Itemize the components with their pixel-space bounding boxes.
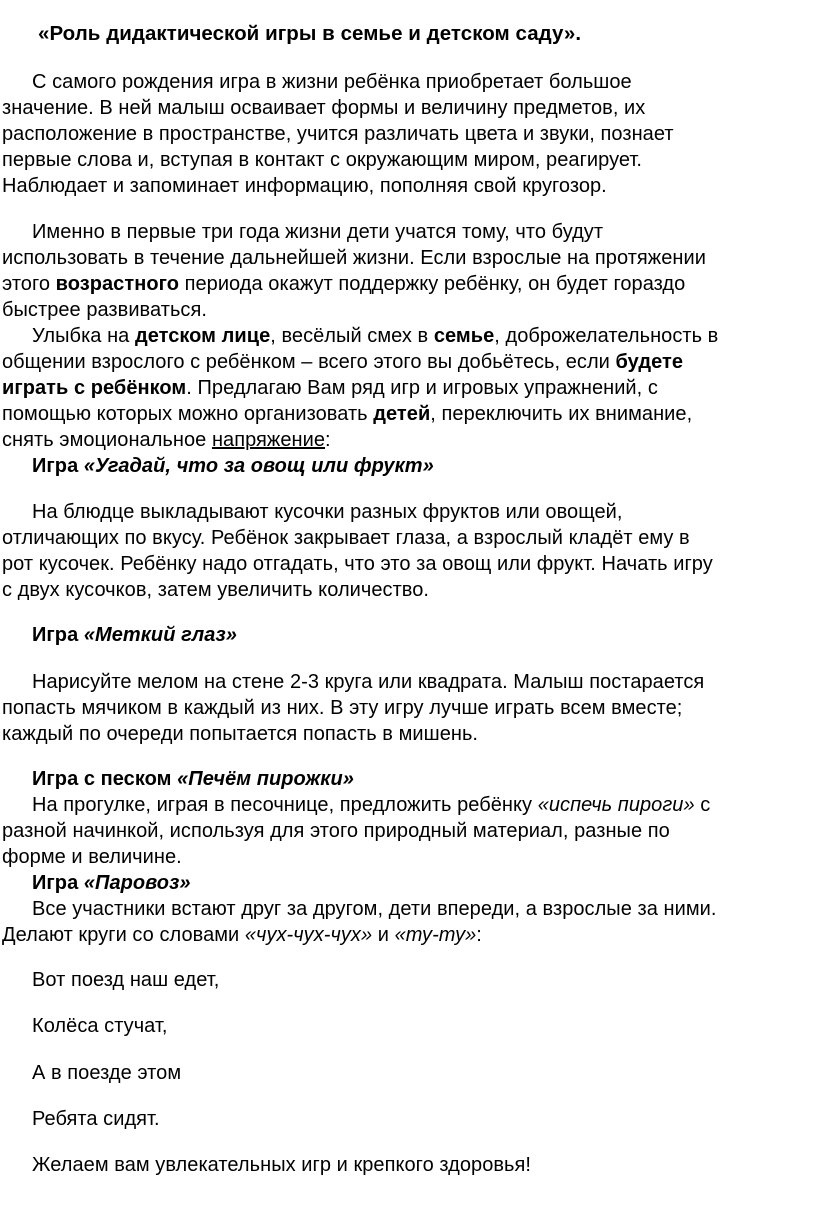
- text-run: общении взрослого с ребёнком – всего этого вы добьётесь, если: [2, 351, 616, 373]
- text-run: Делают круги со словами: [2, 924, 245, 946]
- text-run: и: [372, 924, 395, 946]
- game-3-line-1: [32, 793, 710, 817]
- game-label: Игра: [32, 872, 84, 894]
- game-name: «Угадай, что за овощ или фрукт»: [83, 455, 434, 477]
- game-3-line-3: форме и величине.: [2, 846, 182, 868]
- text-run: , доброжелательность в: [494, 325, 719, 347]
- text-run: :: [476, 924, 482, 946]
- paragraph-3-line-5: [2, 428, 331, 452]
- text-run: На прогулке, играя в песочнице, предложить ребёнку: [32, 794, 538, 816]
- game-name: «Меткий глаз»: [83, 624, 237, 646]
- paragraph-1-line-1: С самого рождения игра в жизни ребёнка приобретает большое: [32, 71, 632, 93]
- italic-text: «испечь пироги»: [537, 794, 695, 816]
- game-name: «Паровоз»: [83, 872, 191, 894]
- game-4-line-2: [2, 923, 482, 947]
- game-1-line-2: отличающих по вкусу. Ребёнок закрывает глаза, а взрослый кладёт ему в: [2, 527, 690, 549]
- text-run: периода окажут поддержку ребёнку, он будет гораздо: [179, 273, 686, 295]
- game-2-line-1: Нарисуйте мелом на стене 2-3 круга или квадрата. Малыш постарается: [32, 671, 705, 693]
- game-1-line-3: рот кусочек. Ребёнку надо отгадать, что это за овощ или фрукт. Начать игру: [2, 553, 713, 575]
- game-3-line-2: разной начинкой, используя для этого природный материал, разные по: [2, 820, 670, 842]
- bold-text: семье: [433, 325, 495, 347]
- paragraph-1-line-2: значение. В ней малыш осваивает формы и величину предметов, их: [2, 97, 646, 119]
- bold-text: детей: [373, 403, 431, 425]
- game-2-heading: [32, 623, 237, 647]
- text-run: с: [694, 794, 711, 816]
- paragraph-1-line-4: первые слова и, вступая в контакт с окружающим миром, реагирует.: [2, 149, 643, 171]
- paragraph-3-line-4: [2, 402, 692, 426]
- paragraph-2-line-2: использовать в течение дальнейшей жизни. Если взрослые на протяжении: [2, 247, 706, 269]
- game-label: Игра с песком: [32, 768, 178, 790]
- closing-line: Желаем вам увлекательных игр и крепкого здоровья!: [32, 1154, 532, 1176]
- text-run: снять эмоциональное: [2, 429, 212, 451]
- game-4-line-1: Все участники встают друг за другом, дети впереди, а взрослые за ними.: [32, 898, 717, 920]
- game-2-line-3: каждый по очереди попытается попасть в мишень.: [2, 723, 479, 745]
- text-run: , весёлый смех в: [270, 325, 434, 347]
- text-run: помощью которых можно организовать: [2, 403, 374, 425]
- game-label: Игра: [32, 455, 84, 477]
- text-run: :: [325, 429, 331, 451]
- italic-text: «ту-ту»: [394, 924, 477, 946]
- paragraph-3-line-2: [2, 350, 683, 374]
- text-run: этого: [2, 273, 56, 295]
- text-run: Улыбка на: [32, 325, 135, 347]
- game-1-line-1: На блюдце выкладывают кусочки разных фруктов или овощей,: [32, 501, 623, 523]
- poem-line-2: Колёса стучат,: [32, 1015, 168, 1037]
- game-name: «Печём пирожки»: [177, 768, 354, 790]
- game-3-heading: [32, 767, 354, 791]
- paragraph-1-line-3: расположение в пространстве, учится различать цвета и звуки, познает: [2, 123, 674, 145]
- italic-text: «чух-чух-чух»: [244, 924, 373, 946]
- bold-text: детском лице: [134, 325, 271, 347]
- game-1-heading: [32, 454, 434, 478]
- paragraph-3-line-1: [32, 324, 718, 348]
- poem-line-4: Ребята сидят.: [32, 1108, 160, 1130]
- paragraph-3-line-3: [2, 376, 658, 400]
- bold-text: будете: [615, 351, 684, 373]
- poem-line-1: Вот поезд наш едет,: [32, 969, 220, 991]
- bold-text: играть с ребёнком: [2, 377, 187, 399]
- paragraph-1-line-5: Наблюдает и запоминает информацию, пополняя свой кругозор.: [2, 175, 607, 197]
- document-title: «Роль дидактической игры в семье и детском саду».: [38, 22, 582, 45]
- game-1-line-4: с двух кусочков, затем увеличить количество.: [2, 579, 430, 601]
- game-4-heading: [32, 871, 191, 895]
- text-run: . Предлагаю Вам ряд игр и игровых упражнений, с: [186, 377, 658, 399]
- underlined-text: напряжение: [211, 429, 326, 451]
- poem-line-3: А в поезде этом: [32, 1062, 182, 1084]
- paragraph-2-line-1: Именно в первые три года жизни дети учатся тому, что будут: [32, 221, 604, 243]
- paragraph-2-line-3: [2, 272, 685, 296]
- paragraph-2-line-4: быстрее развиваться.: [2, 299, 207, 321]
- game-2-line-2: попасть мячиком в каждый из них. В эту игру лучше играть всем вместе;: [2, 697, 683, 719]
- text-run: , переключить их внимание,: [430, 403, 693, 425]
- game-label: Игра: [32, 624, 84, 646]
- bold-text: возрастного: [55, 273, 179, 295]
